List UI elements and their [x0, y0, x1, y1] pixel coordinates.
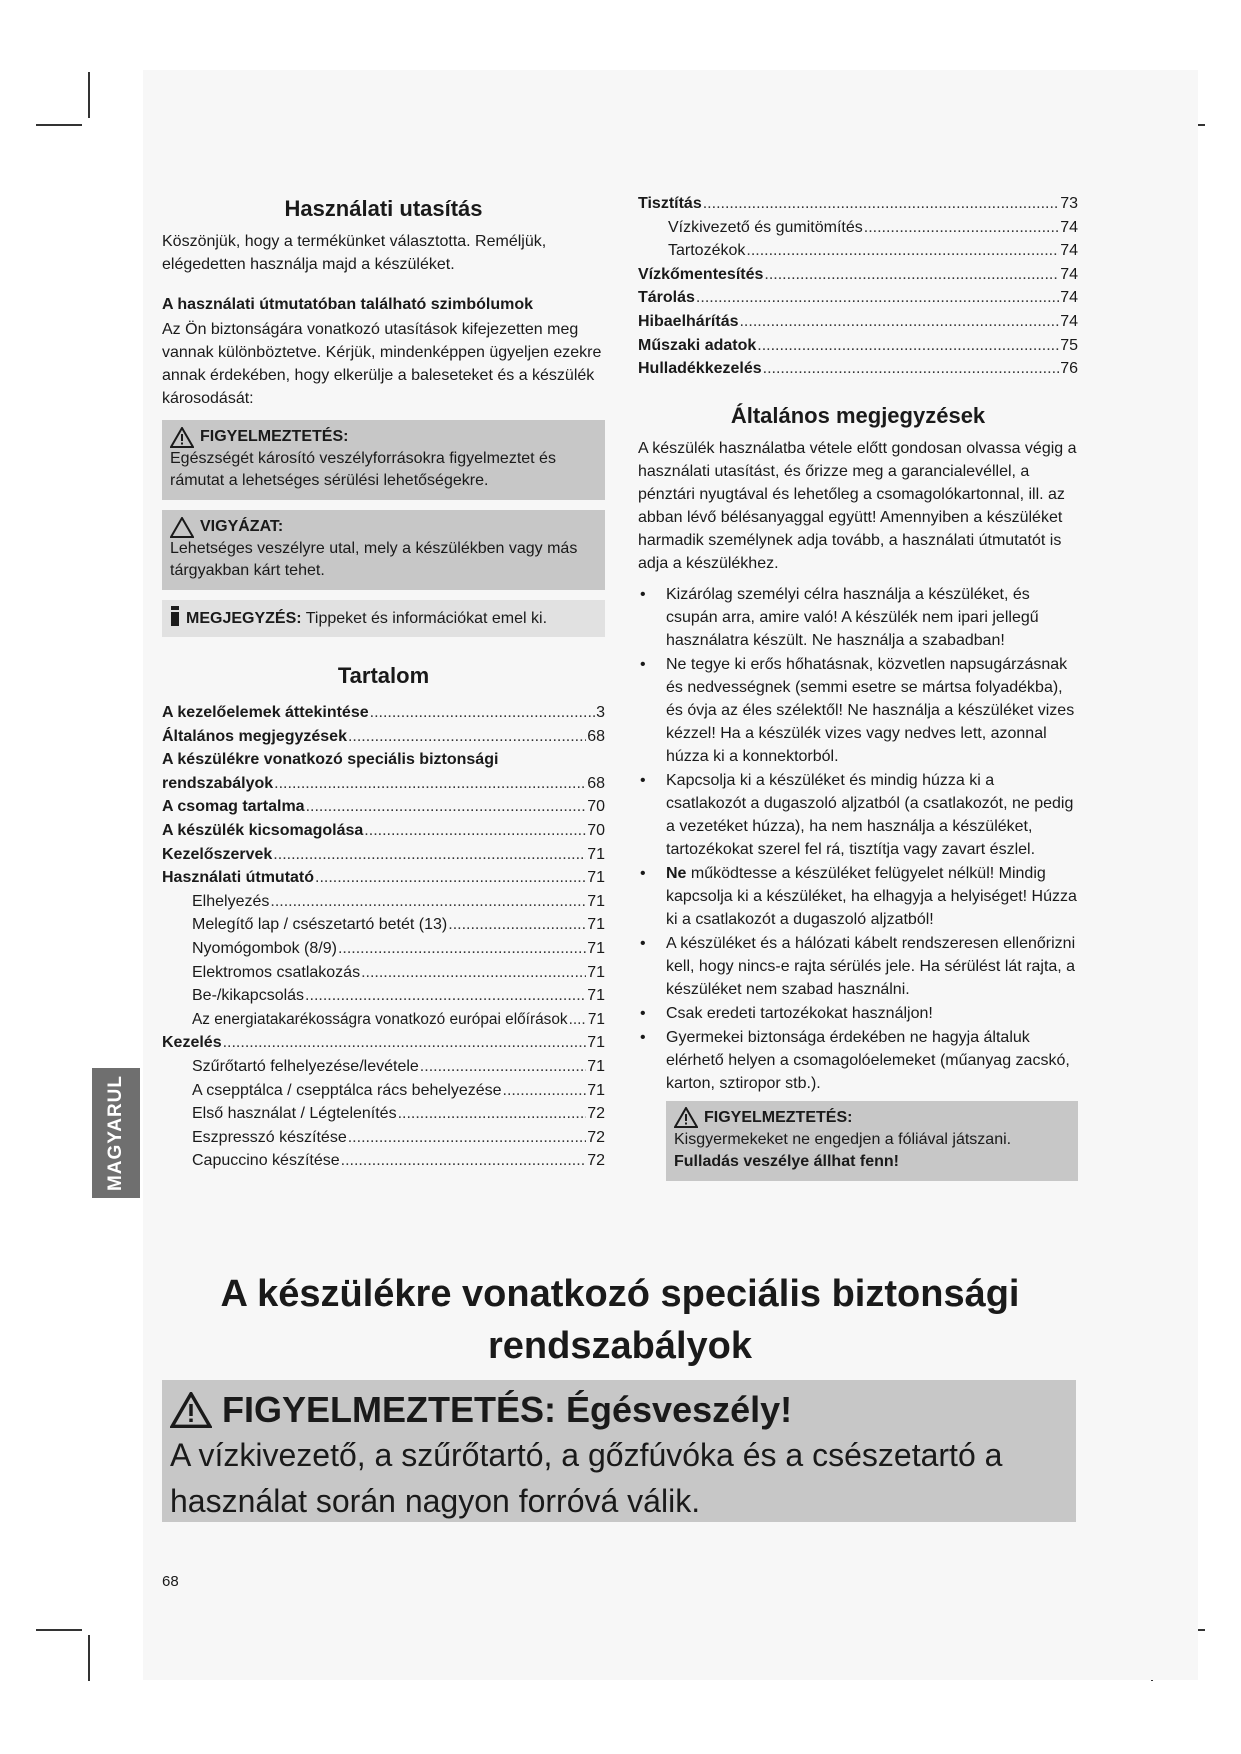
- intro-title: Használati utasítás: [284, 196, 483, 221]
- warning-triangle-icon: [170, 427, 194, 448]
- list-item: • Ne működtesse a készüléket felügyelet nélkül! Mindig kapcsolja ki a készüléket, ha elhagyja a helyiséget! Húzza ki a csatlakozót a dugaszoló aljzatból!: [638, 862, 1078, 931]
- general-paragraph: A készülék használatba vétele előtt gondosan olvassa végig a használati utasítást, és őrizze meg a garancialevéllel, a pénztári nyugtával és lehetőleg a csomagolókartonnal, ill. az abban lévő bélésanyaggal együtt! Amennyiben a készüléket harmadik személynek adja tovább, a használati útmutatót is adja a készülékhez.: [638, 439, 1077, 572]
- list-item: • Csak eredeti tartozékokat használjon!: [638, 1002, 1078, 1025]
- toc-entry[interactable]: A kezelőelemek áttekintése ..... 3: [162, 701, 605, 725]
- foil-warning-box: [666, 1101, 1078, 1181]
- toc-entry[interactable]: Tárolás ..... 74: [638, 286, 1078, 310]
- caution-box: [162, 510, 605, 590]
- toc-left-list: [162, 701, 605, 1173]
- toc-entry[interactable]: Elektromos csatlakozás ..... 71: [162, 961, 605, 985]
- crop-mark: [88, 1635, 90, 1681]
- note-box: [162, 600, 605, 637]
- burn-warning-title: FIGYELMEZTETÉS: Égésveszély!: [222, 1389, 793, 1430]
- note-title: MEGJEGYZÉS:: [186, 609, 302, 627]
- page-number: 68: [162, 1573, 179, 1590]
- toc-entry[interactable]: Műszaki adatok ..... 75: [638, 334, 1078, 358]
- toc-entry[interactable]: A készülék kicsomagolása ..... 70: [162, 819, 605, 843]
- warning-text: Egészségét károsító veszélyforrásokra figyelmeztet és rámutat a lehetséges sérülési lehetőségekre.: [170, 450, 556, 489]
- safety-list: [638, 583, 1078, 1095]
- caution-text: Lehetséges veszélyre utal, mely a készülékben vagy más tárgyakban kárt tehet.: [170, 540, 578, 579]
- toc-entry[interactable]: Hibaelhárítás ..... 74: [638, 310, 1078, 334]
- info-icon: [170, 606, 180, 631]
- warning-triangle-icon: [674, 1107, 698, 1128]
- burn-warning-box: [162, 1380, 1076, 1522]
- list-item: • Kizárólag személyi célra használja a készüléket, és csupán arra, amire való! A készülék nem ipari jellegű használatra készült. Ne használja a szabadban!: [638, 583, 1078, 652]
- toc-entry[interactable]: Elhelyezés ..... 71: [162, 890, 605, 914]
- toc-entry[interactable]: Szűrőtartó felhelyezése/levétele ..... 71: [162, 1055, 605, 1079]
- symbols-heading: A használati útmutatóban található szimbólumok: [162, 296, 533, 313]
- burn-warning-text: A vízkivezető, a szűrőtartó, a gőzfúvóka és a csészetartó a használat során nagyon forróvá válik.: [170, 1437, 1003, 1519]
- symbols-text: Az Ön biztonságára vonatkozó utasítások kifejezetten meg vannak különböztetve. Kérjük, mindenképpen ügyeljen ezekre annak érdekében, hogy elkerülje a baleseteket és a készülék károsodását:: [162, 321, 602, 407]
- toc-entry[interactable]: A csepptálca / csepptálca rács behelyezése ..... 71: [162, 1079, 605, 1103]
- toc-entry[interactable]: Vízkivezető és gumitömítés ..... 74: [638, 216, 1078, 240]
- toc-right-list: [638, 192, 1078, 381]
- toc-entry[interactable]: Tartozékok ..... 74: [638, 239, 1078, 263]
- toc-entry[interactable]: A készülékre vonatkozó speciális biztonsági: [162, 751, 499, 769]
- note-text: Tippeket és információkat emel ki.: [305, 609, 548, 627]
- list-item: • Kapcsolja ki a készüléket és mindig húzza ki a csatlakozót a dugaszoló aljzatból (a csatlakozót, ne pedig a vezetéket húzza), ha nem használja a készüléket, tartozékokat szerel fel rá, tisztítja vagy zavart észlel.: [638, 769, 1078, 861]
- crop-mark: [88, 72, 90, 118]
- list-item: • Gyermekei biztonsága érdekében ne hagyja általuk elérhető helyen a csomagolóelemeket (műanyag zacskó, karton, sztiropor stb.).: [638, 1026, 1078, 1095]
- toc-entry[interactable]: Tisztítás ..... 73: [638, 192, 1078, 216]
- toc-entry[interactable]: Első használat / Légtelenítés ..... 72: [162, 1102, 605, 1126]
- caution-triangle-icon: [170, 517, 194, 538]
- toc-entry[interactable]: Hulladékkezelés ..... 76: [638, 357, 1078, 381]
- toc-entry[interactable]: Eszpresszó készítése ..... 72: [162, 1126, 605, 1150]
- crop-mark: [36, 124, 82, 126]
- warning-box: [162, 420, 605, 500]
- right-column: [638, 196, 1078, 1181]
- list-item: • Ne tegye ki erős hőhatásnak, közvetlen napsugárzásnak és nedvességnek (semmi esetre se mártsa folyadékba), és óvja az éles szélektől! Ne használja a készüléket vizes kézzel! Ha a készülék vizes vagy nedves lett, azonnal húzza ki a konnektorból.: [638, 653, 1078, 768]
- warning-title: FIGYELMEZTETÉS:: [200, 428, 349, 445]
- intro-paragraph: Köszönjük, hogy a termékünket választotta. Reméljük, elégedetten használja majd a készüléket.: [162, 233, 547, 273]
- toc-entry[interactable]: Kezelőszervek ..... 71: [162, 843, 605, 867]
- toc-entry[interactable]: Be-/kikapcsolás ..... 71: [162, 984, 605, 1008]
- toc-entry[interactable]: Általános megjegyzések ..... 68: [162, 725, 605, 749]
- toc-entry[interactable]: Capuccino készítése ..... 72: [162, 1149, 605, 1173]
- left-column: [162, 196, 605, 1173]
- warning-triangle-icon: [170, 1392, 212, 1428]
- toc-entry[interactable]: A csomag tartalma ..... 70: [162, 795, 605, 819]
- crop-mark: [36, 1629, 82, 1631]
- foil-warning-bold: Fulladás veszélye állhat fenn!: [674, 1152, 899, 1170]
- foil-warning-title: FIGYELMEZTETÉS:: [704, 1108, 853, 1126]
- toc-title: Tartalom: [337, 663, 430, 688]
- toc-entry[interactable]: Melegítő lap / csészetartó betét (13) ..... 71: [162, 913, 605, 937]
- toc-entry[interactable]: Használati útmutató ..... 71: [162, 866, 605, 890]
- toc-entry[interactable]: rendszabályok ..... 68: [162, 772, 605, 796]
- toc-entry[interactable]: Kezelés ..... 71: [162, 1031, 605, 1055]
- general-title: Általános megjegyzések: [730, 402, 986, 428]
- list-item: • A készüléket és a hálózati kábelt rendszeresen ellenőrizni kell, hogy nincs-e rajta sérülés jele. Ha sérülést lát rajta, a készüléket nem szabad használni.: [638, 932, 1078, 1001]
- foil-warning-text: Kisgyermekeket ne engedjen a fóliával játszani.: [674, 1130, 1012, 1148]
- caution-title: VIGYÁZAT:: [200, 518, 284, 535]
- toc-entry[interactable]: Vízkőmentesítés ..... 74: [638, 263, 1078, 287]
- toc-entry[interactable]: Az energiatakarékosságra vonatkozó európai előírások ..... 71: [162, 1008, 605, 1032]
- toc-entry[interactable]: Nyomógombok (8/9) ..... 71: [162, 937, 605, 961]
- special-rules-title: A készülékre vonatkozó speciális biztonsági rendszabályok: [220, 1273, 1020, 1367]
- language-tab: MAGYARUL: [92, 1068, 140, 1198]
